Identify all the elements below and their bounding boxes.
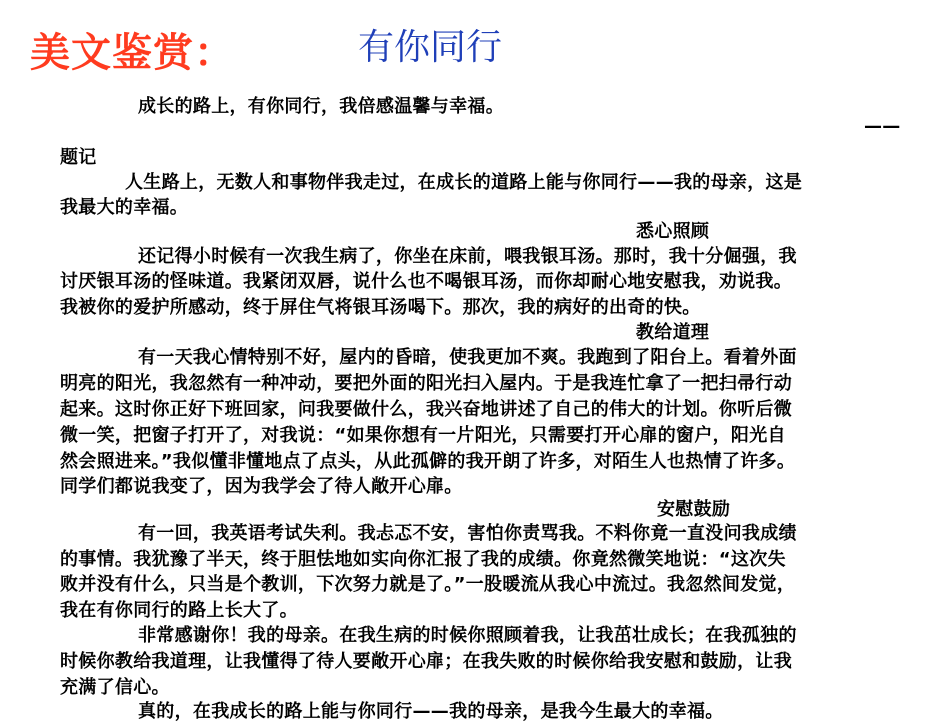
section-title-teach: 教给道理 (636, 322, 710, 343)
page-title: 有你同行 (358, 27, 503, 68)
closing-line: 真的，在我成长的路上能与你同行——我的母亲，是我今生最大的幸福。 (138, 701, 724, 722)
heading-label: 美文鉴赏： (30, 30, 235, 76)
section-title-care: 悉心照顾 (636, 221, 710, 242)
paragraph-line: 然会照进来。”我似懂非懂地点了点头，从此孤僻的我开朗了许多，对陌生人也热情了许多。 (60, 451, 796, 472)
paragraph-line: 有一回，我英语考试失利。我忐忑不安，害怕你责骂我。不料你竟一直没问我成绩 (138, 523, 797, 544)
paragraph-line: 起来。这时你正好下班回家，问我要做什么，我兴奋地讲述了自己的伟大的计划。你听后微 (60, 399, 792, 420)
paragraph-line: 的事情。我犹豫了半天，终于胆怯地如实向你汇报了我的成绩。你竟然微笑地说：“这次失 (60, 549, 786, 570)
closing-line: 时候你教给我道理，让我懂得了待人要敞开心扉；在我失败的时候你给我安慰和鼓励，让我 (60, 651, 792, 672)
paragraph-line: 明亮的阳光，我忽然有一种冲动，要把外面的阳光扫入屋内。于是我连忙拿了一把扫帚行动 (60, 373, 792, 394)
paragraph-line: 微一笑，把窗子打开了，对我说：“如果你想有一片阳光，只需要打开心扉的窗户，阳光自 (60, 425, 786, 446)
epigraph-dash: —— (864, 116, 901, 137)
paragraph-line: 败并没有什么，只当是个教训，下次努力就是了。”一股暖流从我心中流过。我忽然间发觉， (60, 574, 796, 595)
intro-line: 人生路上，无数人和事物伴我走过，在成长的道路上能与你同行——我的母亲，这是 (125, 172, 803, 193)
epigraph-line: 成长的路上，有你同行，我倍感温馨与幸福。 (138, 96, 504, 117)
paragraph-line: 我在有你同行的路上长大了。 (60, 600, 298, 621)
paragraph-line: 我被你的爱护所感动，终于屏住气将银耳汤喝下。那次，我的病好的出奇的快。 (60, 297, 701, 318)
section-title-comfort: 安慰鼓励 (657, 499, 731, 520)
closing-line: 充满了信心。 (60, 677, 170, 698)
paragraph-line: 讨厌银耳汤的怪味道。我紧闭双唇，说什么也不喝银耳汤，而你却耐心地安慰我，劝说我。 (60, 271, 792, 292)
paragraph-line: 有一天我心情特别不好，屋内的昏暗，使我更加不爽。我跑到了阳台上。看着外面 (138, 347, 797, 368)
paragraph-line: 同学们都说我变了，因为我学会了待人敞开心扉。 (60, 476, 463, 497)
intro-line: 我最大的幸福。 (60, 197, 189, 218)
closing-line: 非常感谢你！我的母亲。在我生病的时候你照顾着我，让我茁壮成长；在我孤独的 (138, 625, 797, 646)
epigraph-source: 题记 (60, 147, 97, 168)
paragraph-line: 还记得小时候有一次我生病了，你坐在床前，喂我银耳汤。那时，我十分倔强，我 (138, 246, 797, 267)
